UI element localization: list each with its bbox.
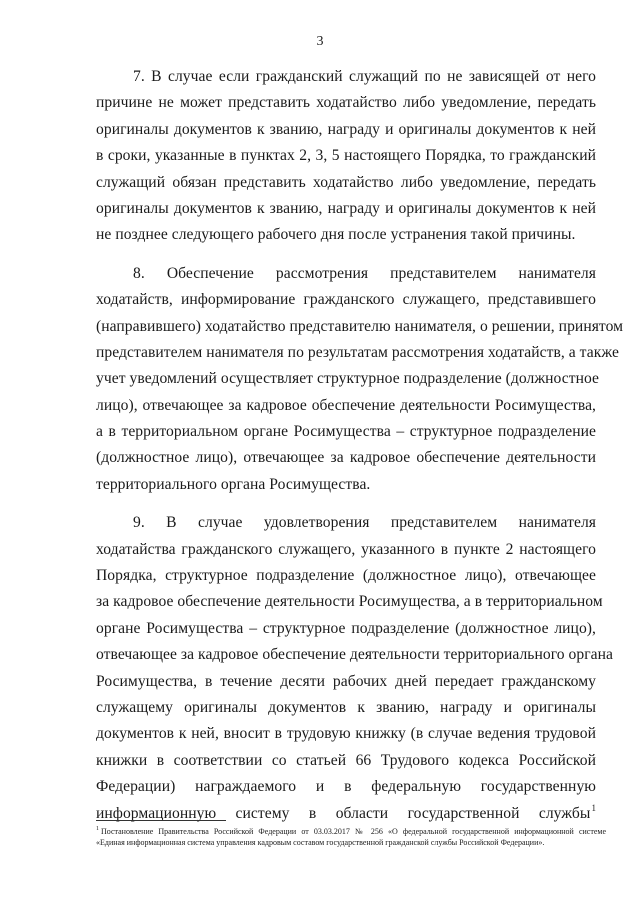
text-line: лицо), отвечающее за кадровое обеспечение деятельности Росимущества, [96,396,596,414]
page-number: 3 [316,34,324,49]
text-line: в сроки, указанные в пунктах 2, 3, 5 настоящего Порядка, то гражданский [96,147,596,165]
paragraph-9 [96,510,614,827]
text-line: не позднее следующего рабочего дня после устранения такой причины. [96,226,576,244]
text-line: учет уведомлений осуществляет структурное подразделение (должностное [96,370,600,388]
document-body [96,64,624,827]
text-line: Федерации) награждаемого и в федеральную государственную [96,778,596,796]
text-line: (направившего) ходатайство представителю нанимателя, о решении, принятом [96,317,624,335]
text-line: 7. В случае если гражданский служащий по не зависящей от него [133,68,596,85]
text-line: Росимущества, в течение десяти рабочих дней передает гражданскому [96,672,596,690]
text-line: служащий обязан представить ходатайство либо уведомление, передать [96,173,596,191]
text-line: служащему оригиналы документов к званию, награду и оригиналы [96,698,596,716]
text-line: оригиналы документов к званию, награду и оригиналы документов к ней [96,120,596,138]
footnote-text: Постановление Правительства Российской Федерации от 03.03.2017 № 256 «О федеральной государственной информационной системе [101,827,606,836]
footnote-line [96,826,606,837]
text-line: Порядка, структурное подразделение (должностное лицо), отвечающее [96,567,596,585]
footnote [96,826,606,848]
text-line: представителем нанимателя по результатам рассмотрения ходатайств, а также [96,343,619,361]
text-line-content: информационную систему в области государственной службы [96,804,591,822]
text-line: оригиналы документов к званию, награду и оригиналы документов к ней [96,199,596,217]
footnote-divider [96,820,226,821]
text-line-with-footnote [96,801,596,827]
footnote-reference[interactable]: 1 [591,803,596,814]
footnote-number: 1 [96,826,99,833]
text-line: отвечающее за кадровое обеспечение деятельности территориального органа [96,646,614,664]
text-line: причине не может представить ходатайство либо уведомление, передать [96,94,596,112]
text-line: ходатайств, информирование гражданского служащего, представившего [96,291,596,309]
text-line: ходатайства гражданского служащего, указанного в пункте 2 настоящего [96,540,596,558]
text-line: 9. В случае удовлетворения представителем нанимателя [133,514,596,532]
paragraph-7 [96,64,596,249]
text-line: органе Росимущества – структурное подразделение (должностное лицо), [96,619,596,637]
text-line: за кадровое обеспечение деятельности Росимущества, а в территориальном [96,593,603,611]
text-line: а в территориальном органе Росимущества – структурное подразделение [96,423,596,441]
text-line: 8. Обеспечение рассмотрения представителем нанимателя [133,264,596,282]
text-line: книжки в соответствии со статьей 66 Трудового кодекса Российской [96,751,596,769]
text-line: документов к ней, вносит в трудовую книжку (в случае ведения трудовой [96,725,596,743]
paragraph-8 [96,261,624,499]
text-line: (должностное лицо), отвечающее за кадровое обеспечение деятельности [96,449,596,467]
footnote-line: «Единая информационная система управления кадровым составом государственной гражданской службы Российской Федерации». [96,838,545,847]
text-line: территориального органа Росимущества. [96,475,371,493]
